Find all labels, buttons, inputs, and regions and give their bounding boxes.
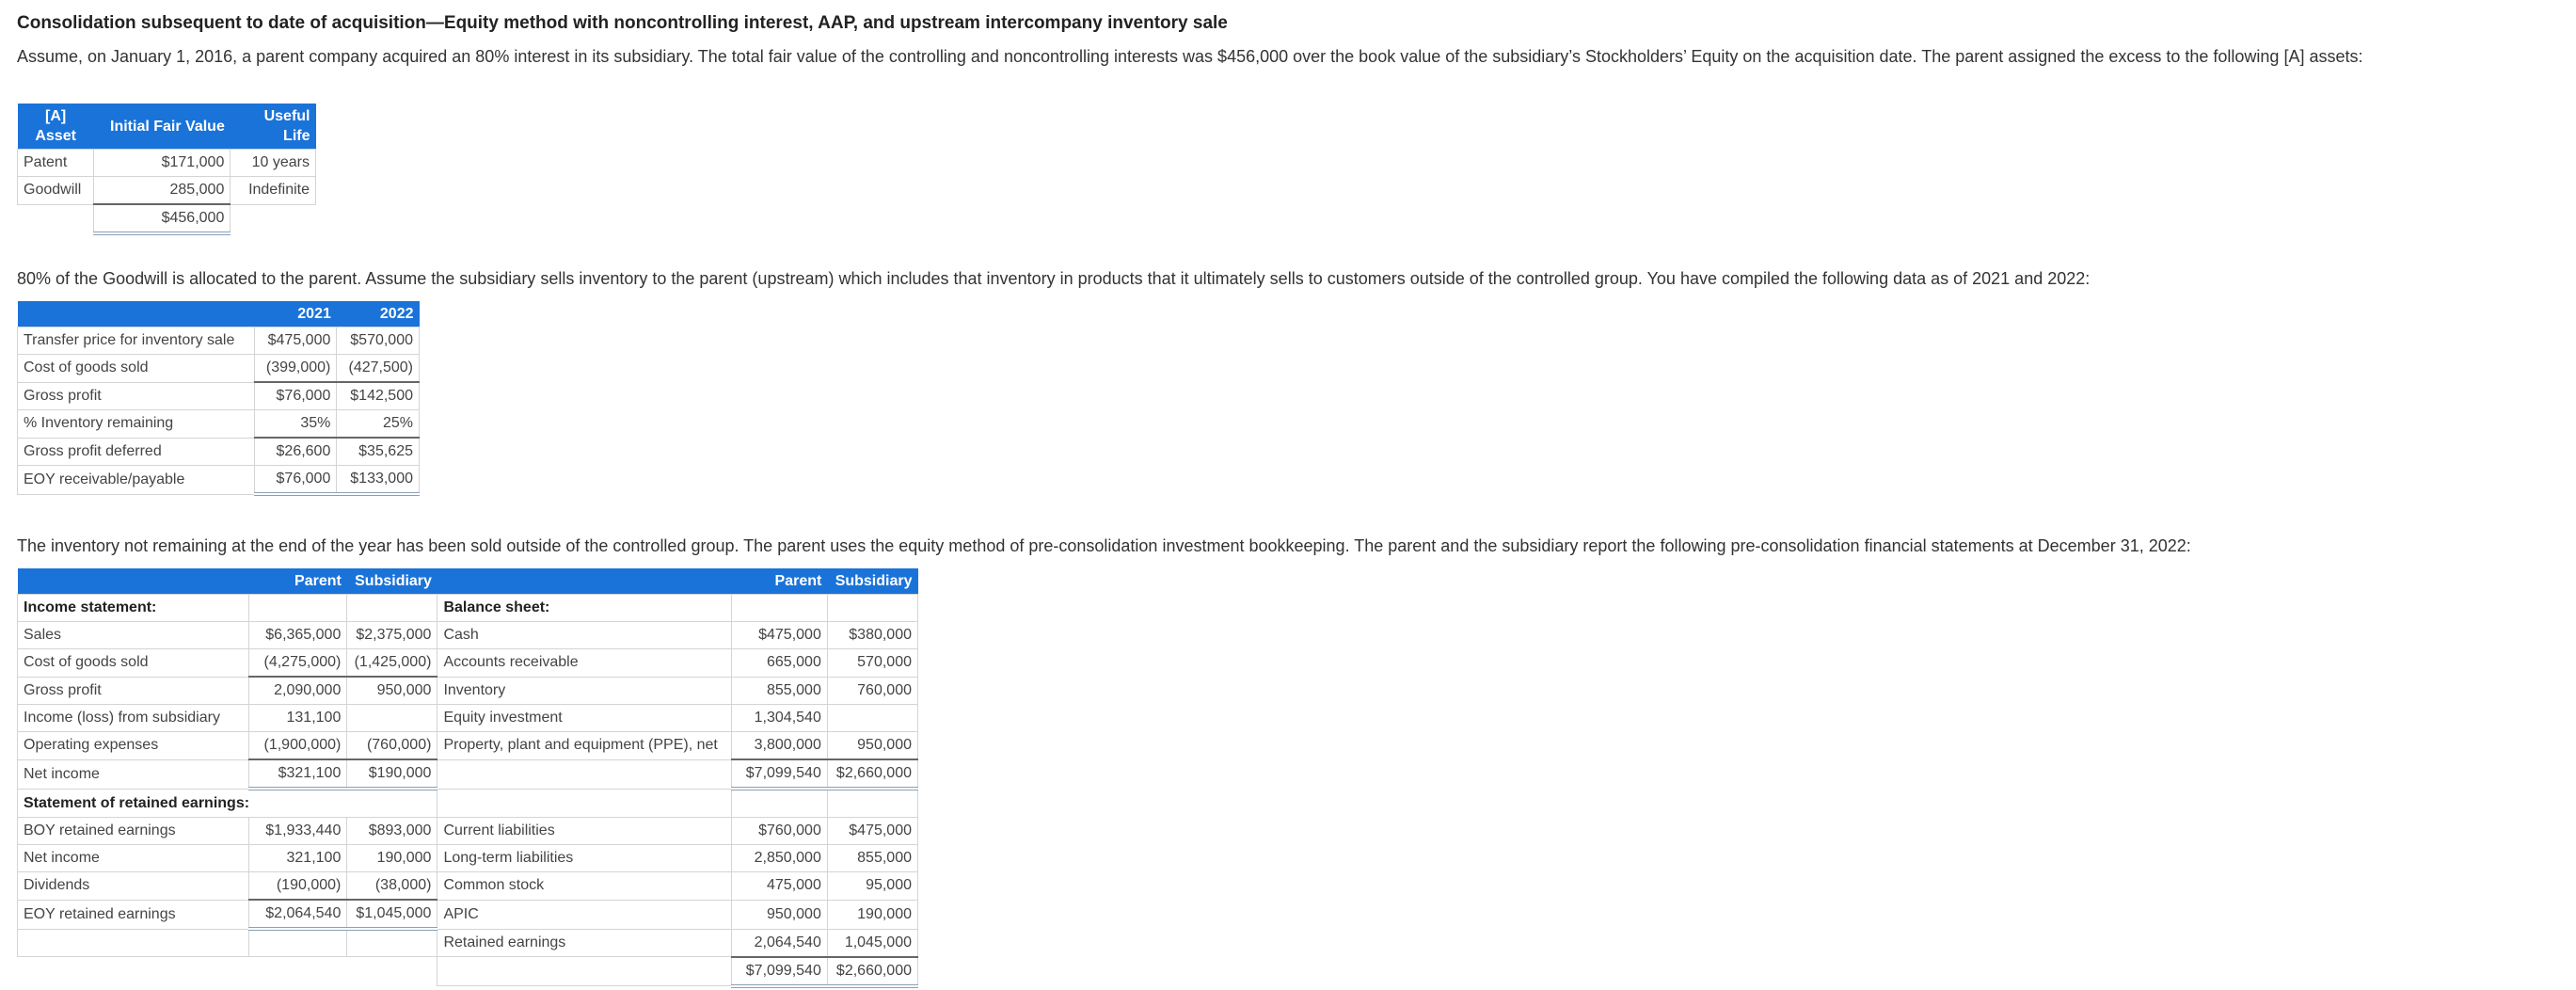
fin-cell: $190,000 xyxy=(347,759,437,789)
fin-cell: BOY retained earnings xyxy=(18,818,249,845)
fin-cell xyxy=(827,705,917,732)
fin-cell: Income (loss) from subsidiary xyxy=(18,705,249,732)
inv-cell: $35,625 xyxy=(337,438,420,466)
fin-cell: Sales xyxy=(18,622,249,649)
fin-cell: Net income xyxy=(18,759,249,789)
fin-cell: 2,850,000 xyxy=(731,845,827,872)
fin-cell: 760,000 xyxy=(827,677,917,705)
fin-cell: $475,000 xyxy=(731,622,827,649)
inv-cell: $142,500 xyxy=(337,382,420,410)
fin-cell: $2,660,000 xyxy=(827,957,917,986)
fin-cell: 665,000 xyxy=(731,649,827,678)
inv-cell: $26,600 xyxy=(254,438,337,466)
balance-sheet-heading: Balance sheet: xyxy=(437,595,731,622)
fin-cell: 2,064,540 xyxy=(731,929,827,957)
fin-cell: (1,425,000) xyxy=(347,649,437,678)
table-row xyxy=(18,759,918,789)
fin-cell: $6,365,000 xyxy=(249,622,347,649)
fin-cell xyxy=(18,929,249,957)
inv-cell: $475,000 xyxy=(254,327,337,355)
fin-cell: Net income xyxy=(18,845,249,872)
inv-cell: $76,000 xyxy=(254,466,337,495)
aap-header-life: Useful Life xyxy=(231,104,316,150)
fin-cell xyxy=(347,957,437,986)
fin-cell: Accounts receivable xyxy=(437,649,731,678)
fin-cell: Equity investment xyxy=(437,705,731,732)
fin-cell: Long-term liabilities xyxy=(437,845,731,872)
aap-cell: Patent xyxy=(18,150,94,177)
fin-cell: 475,000 xyxy=(731,872,827,901)
fin-cell: 950,000 xyxy=(347,677,437,705)
aap-cell: 285,000 xyxy=(94,177,231,205)
table-row xyxy=(18,466,420,495)
table-row xyxy=(18,204,316,233)
aap-cell-empty xyxy=(231,204,316,233)
table-row xyxy=(18,929,918,957)
fin-cell: 950,000 xyxy=(827,732,917,760)
fin-cell: $2,660,000 xyxy=(827,759,917,789)
fin-header-blank xyxy=(18,568,249,595)
fin-cell: $7,099,540 xyxy=(731,957,827,986)
fin-cell: 131,100 xyxy=(249,705,347,732)
fin-cell xyxy=(827,789,917,818)
table-row xyxy=(18,818,918,845)
inv-cell: % Inventory remaining xyxy=(18,410,255,439)
inv-header-2022: 2022 xyxy=(337,301,420,327)
inv-cell: 25% xyxy=(337,410,420,439)
fin-header-subsidiary: Subsidiary xyxy=(347,568,437,595)
inv-cell: Transfer price for inventory sale xyxy=(18,327,255,355)
fin-cell: 855,000 xyxy=(731,677,827,705)
inv-cell: Gross profit xyxy=(18,382,255,410)
inv-cell: Cost of goods sold xyxy=(18,355,255,383)
aap-cell: 10 years xyxy=(231,150,316,177)
fin-cell: 855,000 xyxy=(827,845,917,872)
table-row xyxy=(18,705,918,732)
fin-cell: 321,100 xyxy=(249,845,347,872)
fin-cell xyxy=(437,759,731,789)
fin-header-blank-2 xyxy=(437,568,731,595)
aap-header-asset: [A] Asset xyxy=(18,104,94,150)
fin-cell xyxy=(18,957,249,986)
paragraph-2: 80% of the Goodwill is allocated to the parent. Assume the subsidiary sells inventory to the parent (upstream) which includes that inventory in products that it ultimately sells to customers outside of the controlled group. You have compiled the following data as of 2021 and 2022: xyxy=(17,269,2091,288)
income-statement-heading: Income statement: xyxy=(18,595,249,622)
inv-header-2021: 2021 xyxy=(254,301,337,327)
fin-cell: $7,099,540 xyxy=(731,759,827,789)
fin-cell: $1,933,440 xyxy=(249,818,347,845)
fin-cell: $1,045,000 xyxy=(347,900,437,929)
fin-cell: APIC xyxy=(437,900,731,929)
inv-cell: (399,000) xyxy=(254,355,337,383)
aap-header-fair-value: Initial Fair Value xyxy=(94,104,231,150)
fin-cell: EOY retained earnings xyxy=(18,900,249,929)
inv-cell: (427,500) xyxy=(337,355,420,383)
fin-cell xyxy=(827,595,917,622)
fin-cell: 190,000 xyxy=(827,900,917,929)
fin-cell xyxy=(347,705,437,732)
aap-cell-empty xyxy=(18,204,94,233)
table-row xyxy=(18,677,918,705)
table-row xyxy=(18,595,918,622)
fin-cell xyxy=(249,929,347,957)
fin-cell: 1,045,000 xyxy=(827,929,917,957)
table-row xyxy=(18,872,918,901)
inv-cell: Gross profit deferred xyxy=(18,438,255,466)
fin-cell: (760,000) xyxy=(347,732,437,760)
inventory-table xyxy=(17,301,420,496)
fin-cell: 1,304,540 xyxy=(731,705,827,732)
fin-cell: $760,000 xyxy=(731,818,827,845)
table-row xyxy=(18,622,918,649)
table-row xyxy=(18,382,420,410)
inv-header-blank xyxy=(18,301,255,327)
fin-cell: (190,000) xyxy=(249,872,347,901)
table-row xyxy=(18,900,918,929)
fin-cell: Inventory xyxy=(437,677,731,705)
fin-cell: (38,000) xyxy=(347,872,437,901)
table-row xyxy=(18,649,918,678)
fin-cell: (4,275,000) xyxy=(249,649,347,678)
fin-cell xyxy=(249,595,347,622)
table-row xyxy=(18,150,316,177)
fin-cell: Current liabilities xyxy=(437,818,731,845)
fin-cell xyxy=(731,789,827,818)
inv-cell: $76,000 xyxy=(254,382,337,410)
table-row xyxy=(18,177,316,205)
table-row xyxy=(18,957,918,986)
aap-table xyxy=(17,104,316,235)
fin-cell: (1,900,000) xyxy=(249,732,347,760)
fin-cell xyxy=(249,957,347,986)
fin-cell: Property, plant and equipment (PPE), net xyxy=(437,732,731,760)
fin-cell: Cost of goods sold xyxy=(18,649,249,678)
fin-header-parent: Parent xyxy=(249,568,347,595)
inv-cell: $570,000 xyxy=(337,327,420,355)
table-row xyxy=(18,410,420,439)
fin-cell: $321,100 xyxy=(249,759,347,789)
fin-cell xyxy=(347,929,437,957)
fin-cell xyxy=(347,595,437,622)
table-row xyxy=(18,845,918,872)
aap-cell: Goodwill xyxy=(18,177,94,205)
table-row xyxy=(18,789,918,818)
aap-total: $456,000 xyxy=(94,204,231,233)
table-row xyxy=(18,327,420,355)
fin-cell: Gross profit xyxy=(18,677,249,705)
fin-cell: 190,000 xyxy=(347,845,437,872)
intro-paragraph: Assume, on January 1, 2016, a parent company acquired an 80% interest in its subsidiary. The total fair value of the controlling and noncontrolling interests was $456,000 over the book value of the subsidiary’s Stockholders’ Equity on the acquisition date. The parent assigned the excess to the following [A] assets: xyxy=(17,47,2363,66)
table-row xyxy=(18,355,420,383)
fin-cell: Dividends xyxy=(18,872,249,901)
page-title: Consolidation subsequent to date of acquisition—Equity method with noncontrolling interest, AAP, and upstream intercompany inventory sale xyxy=(17,13,1228,33)
paragraph-3: The inventory not remaining at the end of the year has been sold outside of the controlled group. The parent uses the equity method of pre-consolidation investment bookkeeping. The parent and the subsidiary report the following pre-consolidation financial statements at December 31, 2022: xyxy=(17,536,2191,555)
fin-cell: Common stock xyxy=(437,872,731,901)
fin-header-subsidiary-2: Subsidiary xyxy=(827,568,917,595)
financial-statements-table xyxy=(17,568,918,988)
fin-cell: 3,800,000 xyxy=(731,732,827,760)
fin-cell xyxy=(437,957,731,986)
table-row xyxy=(18,732,918,760)
fin-header-parent-2: Parent xyxy=(731,568,827,595)
inv-cell: EOY receivable/payable xyxy=(18,466,255,495)
table-row xyxy=(18,438,420,466)
fin-cell: Operating expenses xyxy=(18,732,249,760)
inv-cell: $133,000 xyxy=(337,466,420,495)
fin-cell: 570,000 xyxy=(827,649,917,678)
fin-cell: $893,000 xyxy=(347,818,437,845)
fin-cell: Retained earnings xyxy=(437,929,731,957)
fin-cell: 95,000 xyxy=(827,872,917,901)
fin-cell xyxy=(437,789,731,818)
fin-cell: 2,090,000 xyxy=(249,677,347,705)
fin-cell: 950,000 xyxy=(731,900,827,929)
aap-cell: Indefinite xyxy=(231,177,316,205)
fin-cell: $2,375,000 xyxy=(347,622,437,649)
aap-cell: $171,000 xyxy=(94,150,231,177)
fin-cell: $2,064,540 xyxy=(249,900,347,929)
retained-earnings-heading: Statement of retained earnings: xyxy=(18,789,437,818)
fin-cell xyxy=(731,595,827,622)
fin-cell: Cash xyxy=(437,622,731,649)
fin-cell: $475,000 xyxy=(827,818,917,845)
inv-cell: 35% xyxy=(254,410,337,439)
fin-cell: $380,000 xyxy=(827,622,917,649)
